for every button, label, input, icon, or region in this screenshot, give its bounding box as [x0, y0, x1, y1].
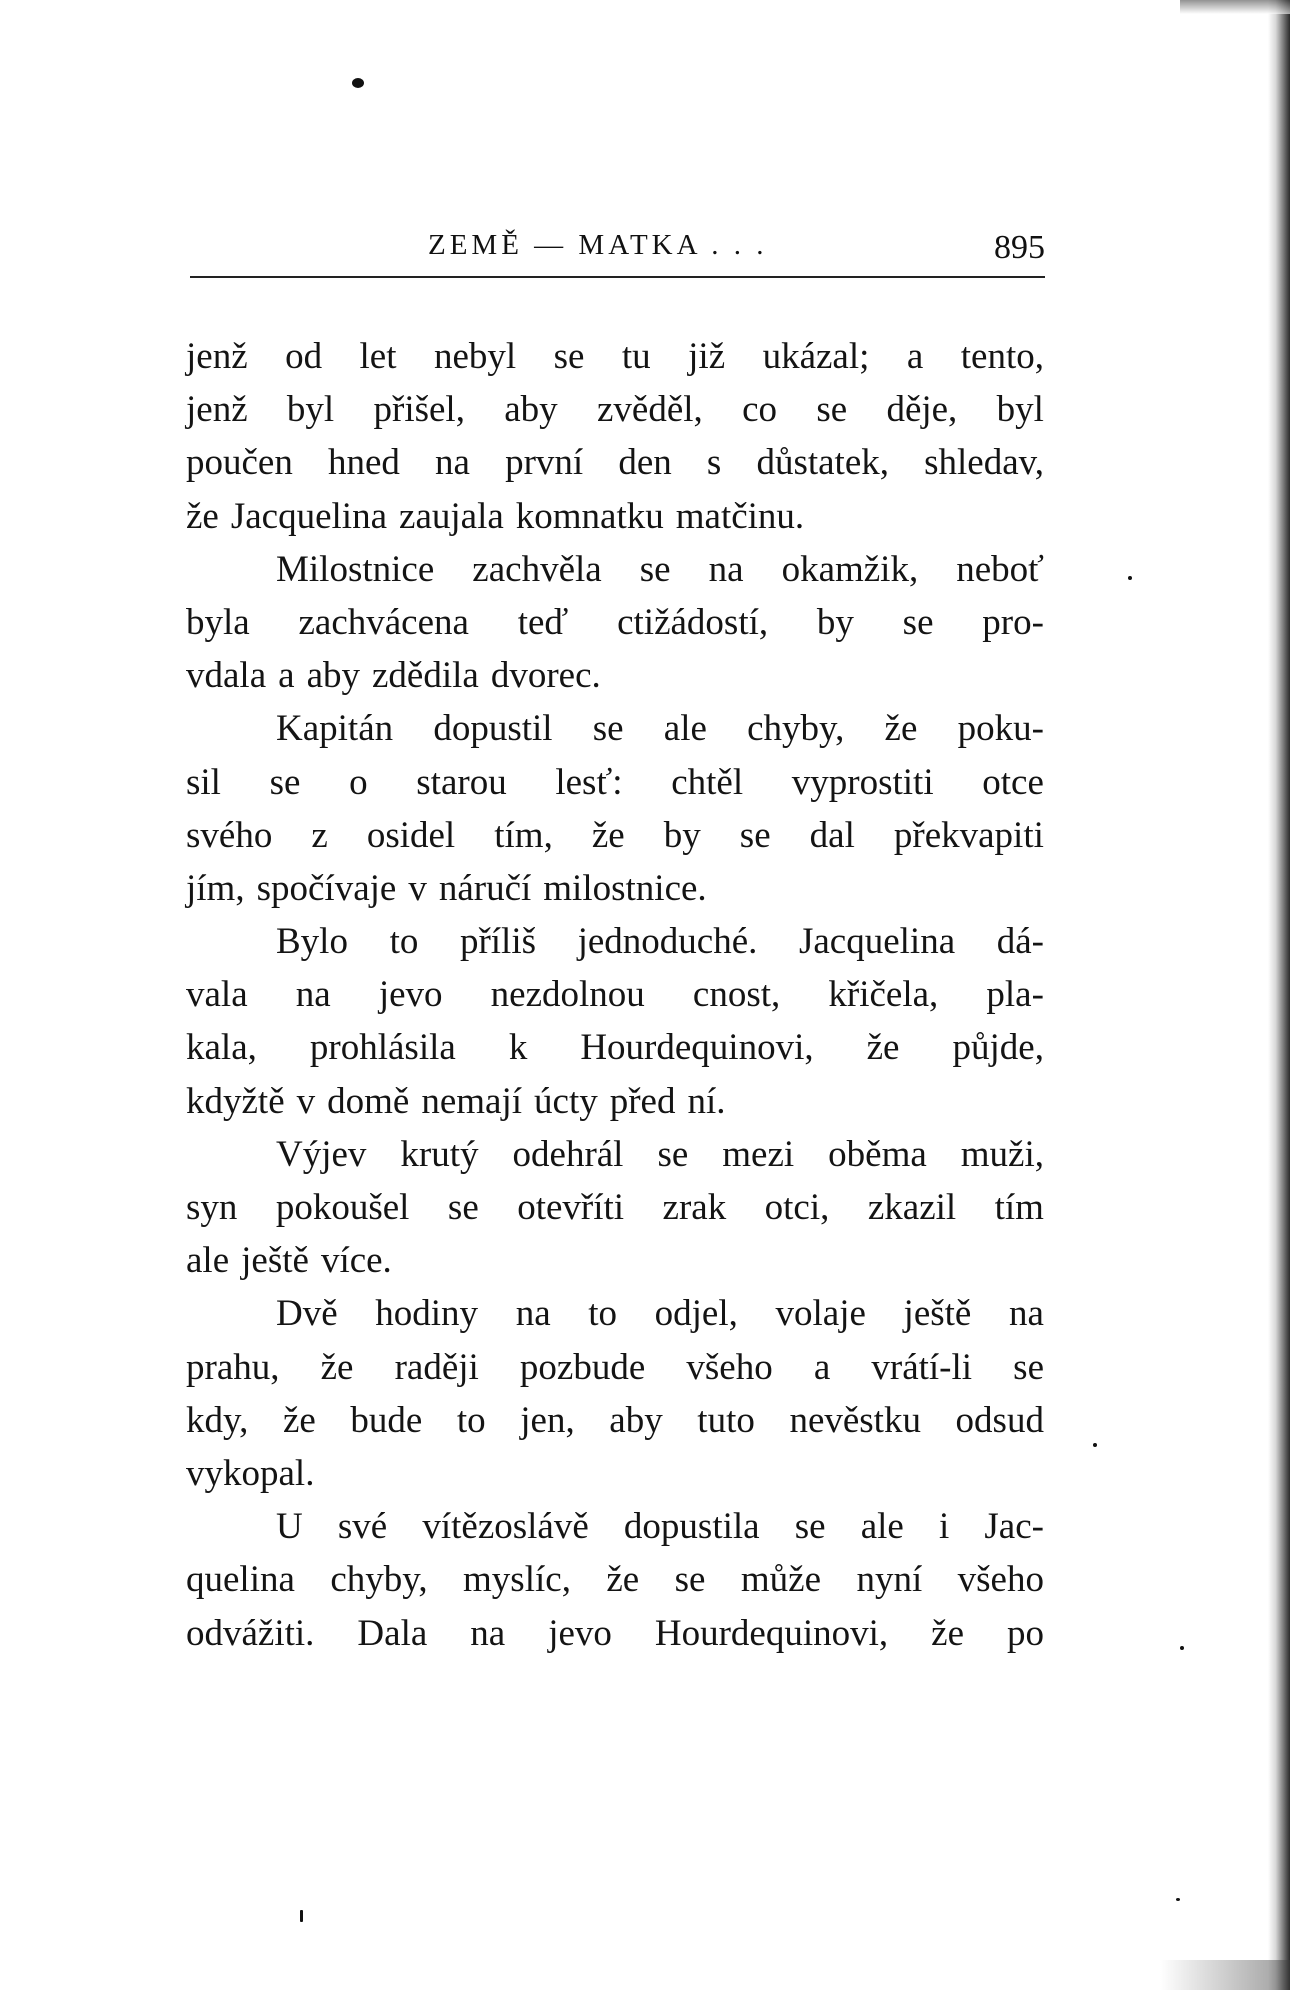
- text-line: že Jacquelina zaujala komnatku matčinu.: [186, 495, 805, 537]
- text-line: vdala a aby zdědila dvorec.: [186, 655, 601, 697]
- ink-speck: [300, 1910, 303, 1922]
- text-line: odvážiti. Dala na jevo Hourdequinovi, že po: [186, 1612, 1044, 1654]
- text-line: jenž byl přišel, aby zvěděl, co se děje, byl: [186, 389, 1044, 431]
- text-line: syn pokoušel se otevříti zrak otci, zkazil tím: [186, 1187, 1044, 1228]
- running-header: [190, 225, 1045, 281]
- page-corner-shadow: [1180, 0, 1290, 14]
- ink-speck: [1128, 576, 1132, 580]
- text-line: sil se o starou lesť: chtěl vyprostiti otce: [186, 761, 1044, 803]
- text-line: byla zachvácena teď ctižádostí, by se pro-: [186, 601, 1044, 643]
- text-line: kdy, že bude to jen, aby tuto nevěstku odsud: [186, 1399, 1044, 1441]
- text-line: jím, spočívaje v náručí milostnice.: [186, 867, 707, 909]
- text-line: Dvě hodiny na to odjel, volaje ještě na: [276, 1293, 1044, 1335]
- text-line: Bylo to příliš jednoduché. Jacquelina dá-: [276, 921, 1044, 963]
- text-line: poučen hned na první den s důstatek, shledav,: [186, 442, 1044, 484]
- ink-speck: [1093, 1443, 1097, 1447]
- text-line: prahu, že raději pozbude všeho a vrátí-li se: [186, 1346, 1044, 1388]
- text-line: Kapitán dopustil se ale chyby, že poku-: [276, 708, 1044, 750]
- page-number: 895: [994, 229, 1045, 266]
- header-rule: [190, 276, 1045, 278]
- body-text: [186, 330, 1044, 1660]
- text-line: Milostnice zachvěla se na okamžik, neboť: [276, 548, 1044, 590]
- text-line: Výjev krutý odehrál se mezi oběma muži,: [276, 1133, 1044, 1175]
- ink-speck: [352, 78, 364, 88]
- text-line: quelina chyby, myslíc, že se může nyní všeho: [186, 1559, 1044, 1601]
- text-line: ale ještě více.: [186, 1240, 392, 1282]
- text-line: vykopal.: [186, 1452, 315, 1494]
- ink-speck: [1176, 1898, 1180, 1901]
- text-line: svého z osidel tím, že by se dal překvapiti: [186, 814, 1044, 856]
- text-line: kdyžtě v domě nemají úcty před ní.: [186, 1080, 726, 1122]
- text-line: kala, prohlásila k Hourdequinovi, že půjde,: [186, 1027, 1044, 1069]
- text-line: jenž od let nebyl se tu již ukázal; a tento,: [186, 336, 1044, 377]
- text-line: U své vítězoslávě dopustila se ale i Jac-: [276, 1506, 1044, 1548]
- running-title: ZEMĚ — MATKA . . .: [428, 229, 768, 261]
- ink-speck: [1180, 1646, 1184, 1650]
- page-bottom-shadow: [1160, 1960, 1290, 1990]
- text-line: vala na jevo nezdolnou cnost, křičela, pla-: [186, 974, 1044, 1016]
- page-edge-shadow: [1268, 0, 1290, 1990]
